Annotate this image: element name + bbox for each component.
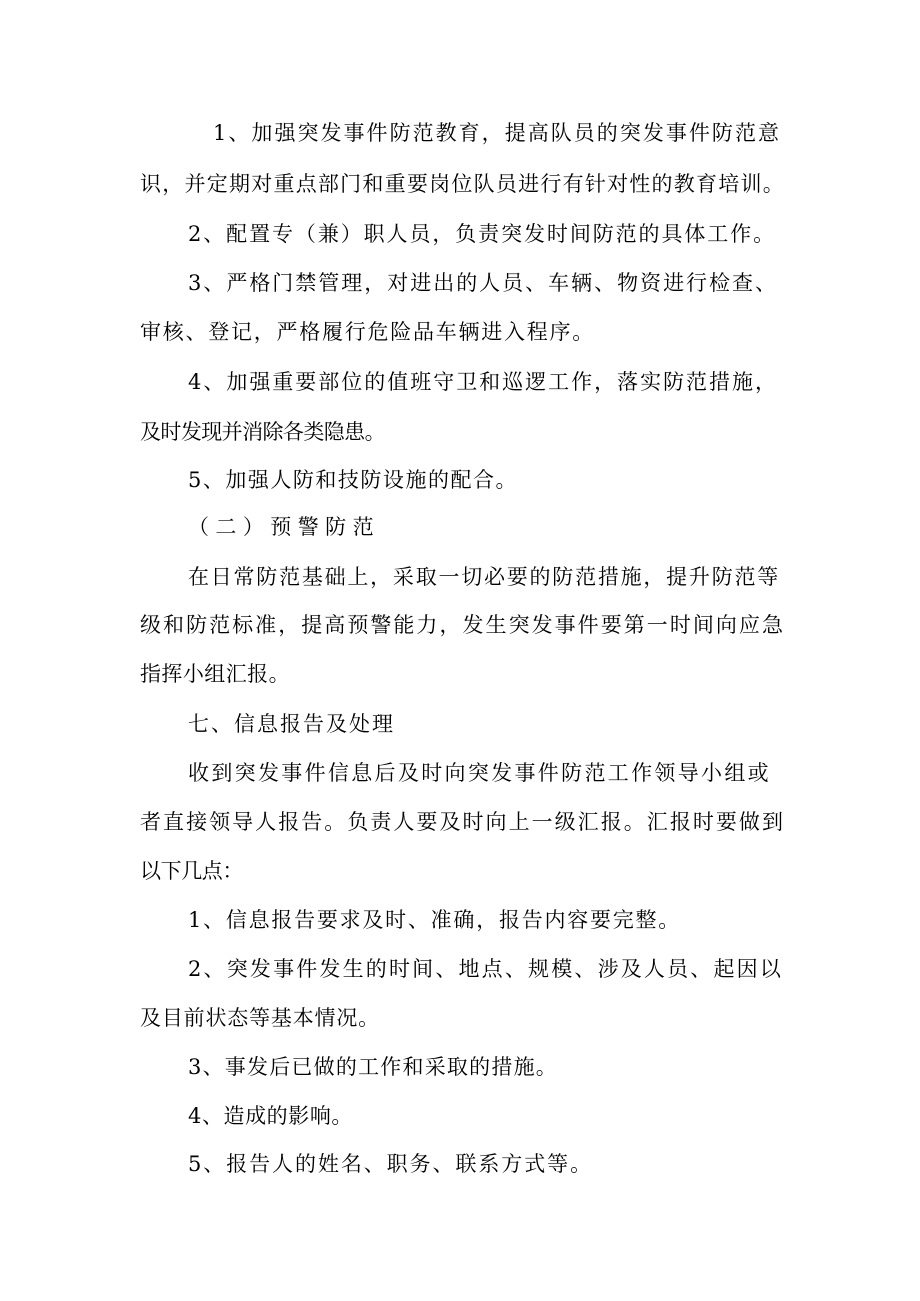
text-line: 3、严格门禁管理，对进出的人员、车辆、物资进行检查、 [188,271,778,295]
text-line: 及目前状态等基本情况。 [140,1006,380,1030]
text-line: 1、加强突发事件防范教育，提高队员的突发事件防范意 [213,121,781,145]
text-line: 5、加强人防和技防设施的配合。 [188,468,518,492]
text-line: 指挥小组汇报。 [140,662,290,686]
text-line: 及时发现并消除各类隐患。 [140,420,385,444]
text-line: 在日常防范基础上，采取一切必要的防范措施，提升防范等 [188,565,780,589]
text-line: 者直接领导人报告。负责人要及时向上一级汇报。汇报时要做到 [140,810,785,834]
text-line: 识，并定期对重点部门和重要岗位队员进行有针对性的教育培训。 [140,172,785,196]
text-line: 收到突发事件信息后及时向突发事件防范工作领导小组或 [188,761,771,785]
text-line: 级和防范标准，提高预警能力，发生突发事件要第一时间向应急 [140,613,785,637]
text-line: 4、加强重要部位的值班守卫和巡逻工作，落实防范措施， [188,370,778,394]
text-line: 4、造成的影响。 [188,1104,353,1128]
text-line: 2、突发事件发生的时间、地点、规模、涉及人员、起因以 [188,957,783,981]
section-heading: （二）预警防范 [188,515,380,539]
section-heading: 七、信息报告及处理 [188,712,395,736]
text-line: 2、配置专（兼）职人员，负责突发时间防范的具体工作。 [188,222,776,246]
text-line: 3、事发后已做的工作和采取的措施。 [188,1055,558,1079]
text-line: 以下几点： [140,859,243,883]
text-line: 5、报告人的姓名、职务、联系方式等。 [188,1152,593,1176]
text-line: 1、信息报告要求及时、准确，报告内容要完整。 [188,908,681,932]
text-line: 审核、登记，严格履行危险品车辆进入程序。 [140,320,595,344]
